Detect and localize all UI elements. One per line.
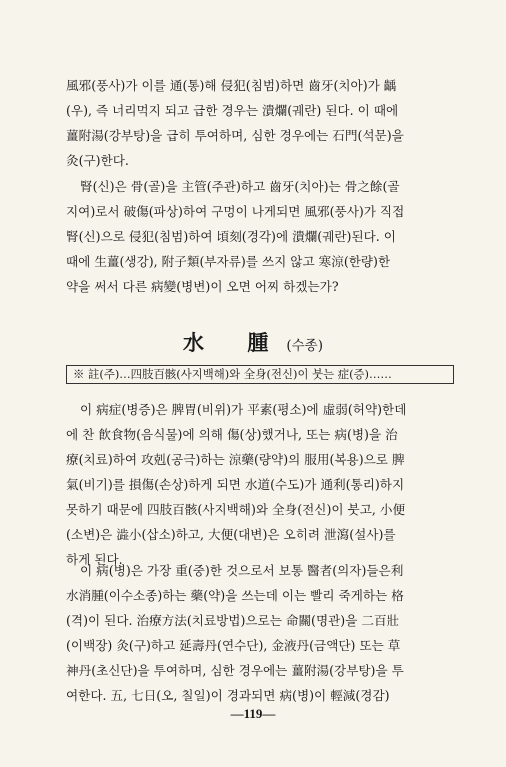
text-line: 腎(신)은 骨(골)을 主管(주관)하고 齒牙(치아)는 骨之餘(골: [80, 179, 400, 194]
text-line: 못하기 때문에 四肢百骸(사지백해)와 全身(전신)이 붓고, 小便: [66, 502, 406, 517]
text-line: 약을 써서 다른 病變(병변)이 오면 어찌 하겠는가?: [66, 279, 339, 294]
text-line: 에 찬 飮食物(음식물)에 의해 傷(상)했거나, 또는 病(병)을 治: [66, 427, 398, 442]
text-line: (소변)은 澁小(삽소)하고, 大便(대변)은 오히려 泄瀉(설사)를: [66, 527, 396, 542]
page-number: —119—: [230, 706, 276, 721]
text-line: (격)이 된다. 治療方法(치료방법)으로는 命關(명관)을 二百壯: [66, 613, 400, 628]
text-line: 薑附湯(강부탕)을 급히 투여하며, 심한 경우에는 石門(석문)을: [66, 128, 404, 143]
paragraph-2: [66, 174, 454, 299]
text-line: 이 病(병)은 가장 重(중)한 것으로서 보통 醫者(의자)들은利: [80, 563, 404, 578]
section-title: 水 腫: [183, 330, 287, 355]
text-line: 여한다. 五, 七日(오, 칠일)이 경과되면 病(병)이 輕減(경감): [66, 688, 390, 703]
section-title-reading: (수종): [286, 338, 323, 354]
text-line: 腎(신)으로 侵犯(침범)하여 頃刻(경각)에 潰爛(궤란)된다. 이: [66, 229, 396, 244]
text-line: (우), 즉 너리먹지 되고 급한 경우는 潰爛(궤란) 된다. 이 때에: [66, 103, 399, 118]
text-line: 이 病症(병증)은 脾胃(비위)가 平素(평소)에 虛弱(허약)한데: [80, 402, 407, 417]
text-line: 風邪(풍사)가 이를 通(통)해 侵犯(침범)하면 齒牙(치아)가 齲: [66, 78, 397, 93]
paragraph-3: [66, 397, 454, 572]
text-line: 神丹(초신단)을 투여하며, 심한 경우에는 薑附湯(강부탕)을 투: [66, 663, 404, 678]
text-line: 氣(비기)를 損傷(손상)하게 되면 水道(수도)가 通利(통리)하지: [66, 477, 405, 492]
text-line: 때에 生薑(생강), 附子類(부자류)를 쓰지 않고 寒涼(한량)한: [66, 254, 391, 269]
paragraph-4: [66, 558, 454, 708]
text-line: (이백장) 灸(구)하고 延壽丹(연수단), 金液丹(금액단) 또는 草: [66, 638, 401, 653]
note-box: ※ 註(주)…四肢百骸(사지백해)와 全身(전신)이 붓는 症(증)……: [66, 365, 454, 384]
text-line: 療(치료)하여 攻剋(공극)하는 涼藥(량약)의 服用(복용)으로 脾: [66, 452, 405, 467]
section-heading: [0, 327, 506, 357]
text-line: 지여)로서 破傷(파상)하여 구멍이 나게되면 風邪(풍사)가 직접: [66, 204, 405, 219]
text-line: 水消腫(이수소종)하는 藥(약)을 쓰는데 이는 빨리 죽게하는 格: [66, 588, 404, 603]
text-line: 灸(구)한다.: [66, 153, 129, 168]
text-line: 하게 된다.: [66, 552, 123, 567]
paragraph-1: [66, 73, 454, 173]
